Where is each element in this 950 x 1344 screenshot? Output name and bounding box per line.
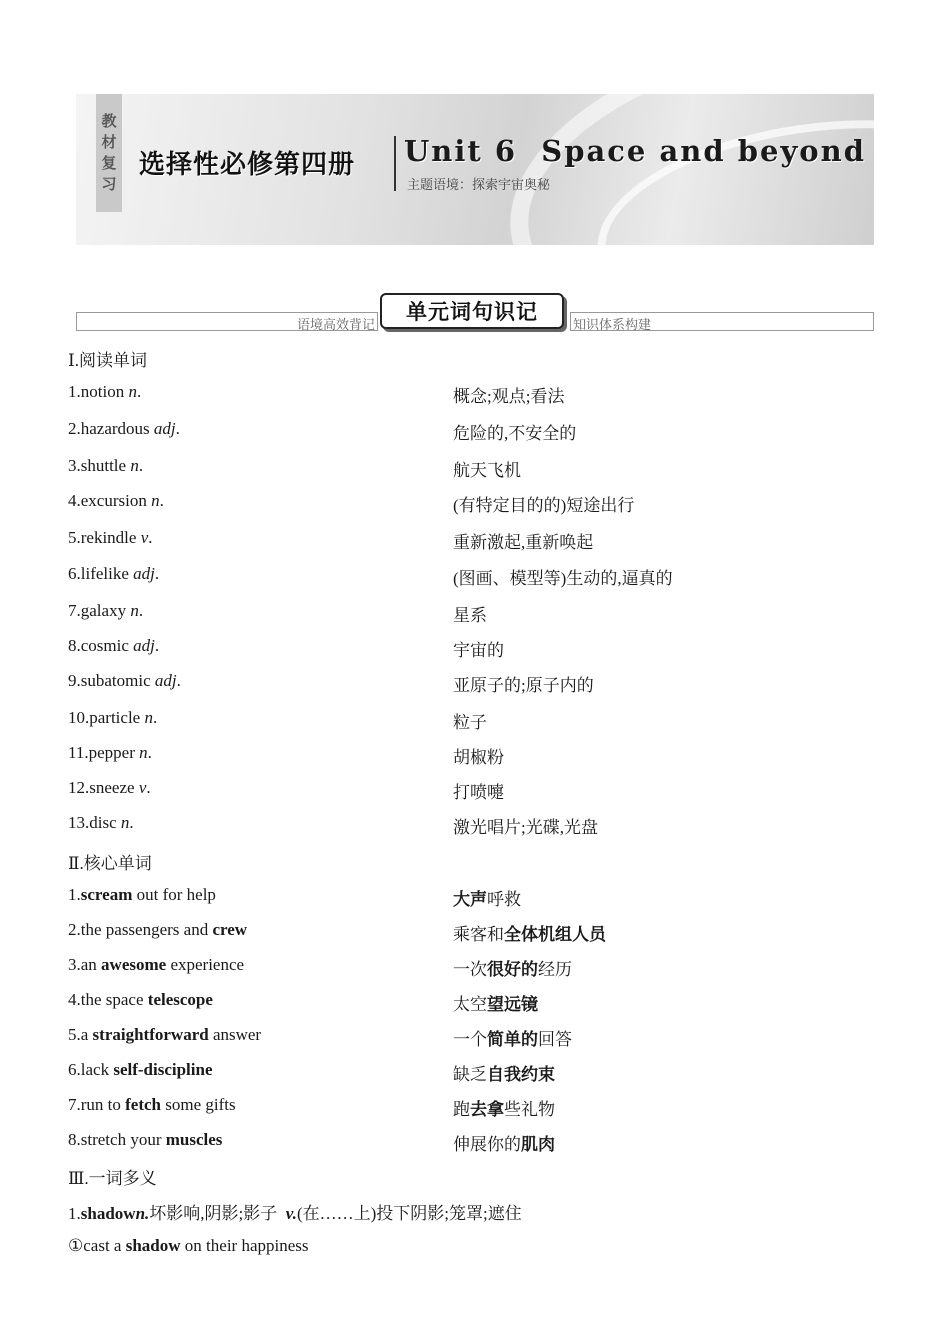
book-title: 选择性必修第四册 xyxy=(139,150,356,180)
part-of-speech: n xyxy=(130,456,139,475)
part-of-speech: n xyxy=(144,708,153,727)
part-of-speech: adj xyxy=(153,419,176,438)
key-meaning: 肌肉 xyxy=(521,1135,555,1154)
part-of-speech: n xyxy=(128,382,137,401)
key-word: awesome xyxy=(101,955,167,974)
vocab-word: particle xyxy=(89,708,141,727)
phrase-text: lack xyxy=(80,1060,114,1079)
vocab-term: 5.rekindle v. xyxy=(68,528,153,547)
phrase-text: stretch your xyxy=(80,1130,166,1149)
unit-banner xyxy=(76,94,874,245)
banner-divider xyxy=(394,136,396,191)
vocab-term: 13.disc n. xyxy=(68,813,134,832)
phrase-en xyxy=(68,920,247,940)
vocab-row xyxy=(0,456,950,480)
vocab-word: disc xyxy=(89,813,117,832)
phrase-text: run to xyxy=(80,1095,126,1114)
section-bar-right-label: 知识体系构建 xyxy=(573,318,652,333)
vocab-meaning: 打喷嚏 xyxy=(453,783,504,802)
vocab-row xyxy=(0,813,950,837)
vocab-word: excursion xyxy=(80,491,147,510)
item-number: 3. xyxy=(68,456,81,475)
example-text: cast a xyxy=(83,1236,126,1255)
phrase-cn-text: 太空 xyxy=(453,995,487,1014)
vocab-meaning: 危险的,不安全的 xyxy=(453,424,577,443)
key-word: shadow xyxy=(80,1204,136,1223)
phrase-en xyxy=(68,955,244,975)
vocab-row xyxy=(0,564,950,588)
item-number: 6. xyxy=(68,1060,81,1079)
key-meaning: 去拿 xyxy=(470,1100,504,1119)
vocab-row xyxy=(0,491,950,515)
vocab-word: cosmic xyxy=(80,636,129,655)
key-word: muscles xyxy=(165,1130,223,1149)
part-of-speech: n xyxy=(120,813,130,832)
phrase-cn xyxy=(453,1025,572,1050)
item-number: 7. xyxy=(68,1095,81,1114)
phrase-cn-text: 呼救 xyxy=(487,890,521,909)
key-word: straightforward xyxy=(92,1025,209,1044)
section-bar-left xyxy=(76,312,378,331)
vocab-term: 2.hazardous adj. xyxy=(68,419,180,438)
key-word: self-discipline xyxy=(113,1060,213,1079)
item-number: 10. xyxy=(68,708,90,727)
phrase-en xyxy=(68,990,213,1010)
item-number: 3. xyxy=(68,955,81,974)
item-number: 4. xyxy=(68,990,81,1009)
phrase-cn-text: 一个 xyxy=(453,1030,487,1049)
section-bar-left-label: 语境高效背记 xyxy=(296,318,375,333)
item-number: 1. xyxy=(68,1204,81,1223)
phrase-row xyxy=(0,1095,950,1119)
phrase-cn xyxy=(453,1060,555,1085)
part-of-speech: n xyxy=(151,491,160,510)
key-word: scream xyxy=(80,885,133,904)
phrase-row xyxy=(0,885,950,909)
polysemy-example xyxy=(68,1236,309,1256)
vocab-row xyxy=(0,671,950,695)
vocab-word: subatomic xyxy=(80,671,151,690)
phrase-cn-text: 跑 xyxy=(453,1100,470,1119)
phrase-cn-text: 一次 xyxy=(453,960,487,979)
phrase-text: some gifts xyxy=(161,1095,236,1114)
key-word: crew xyxy=(212,920,248,939)
part-of-speech: n xyxy=(130,601,139,620)
phrase-text: experience xyxy=(166,955,245,974)
vocab-meaning: 亚原子的;原子内的 xyxy=(453,676,594,695)
phrase-text: out for help xyxy=(132,885,216,904)
phrase-row xyxy=(0,1025,950,1049)
vocab-meaning: (图画、模型等)生动的,逼真的 xyxy=(453,569,673,588)
section-title-badge: 单元词句识记 xyxy=(380,293,564,329)
vocab-term: 11.pepper n. xyxy=(68,743,152,762)
theme-context: 主题语境：探索宇宙奥秘 xyxy=(407,178,551,193)
key-word: fetch xyxy=(125,1095,162,1114)
part-of-speech: n. xyxy=(135,1204,150,1223)
item-number: 1. xyxy=(68,885,81,904)
phrase-en xyxy=(68,1060,213,1080)
key-meaning: 望远镜 xyxy=(487,995,538,1014)
phrase-cn xyxy=(453,885,521,910)
vocab-word: sneeze xyxy=(89,778,135,797)
vocab-term: 10.particle n. xyxy=(68,708,158,727)
vocab-row xyxy=(0,636,950,660)
vocab-term: 3.shuttle n. xyxy=(68,456,144,475)
vocab-meaning: 重新激起,重新唤起 xyxy=(453,533,594,552)
item-number: 2. xyxy=(68,419,81,438)
vocab-word: pepper xyxy=(88,743,135,762)
vocab-row xyxy=(0,528,950,552)
phrase-text: a xyxy=(80,1025,93,1044)
part-of-speech: adj xyxy=(154,671,177,690)
phrase-en xyxy=(68,1130,222,1150)
phrase-row xyxy=(0,920,950,944)
item-number: 13. xyxy=(68,813,90,832)
phrase-cn-text: 些礼物 xyxy=(504,1100,555,1119)
vocab-term: 9.subatomic adj. xyxy=(68,671,181,690)
item-number: 5. xyxy=(68,528,81,547)
key-word: telescope xyxy=(147,990,213,1009)
phrase-cn xyxy=(453,955,572,980)
phrase-row xyxy=(0,1130,950,1154)
part-of-speech: adj xyxy=(133,636,155,655)
phrase-cn xyxy=(453,990,538,1015)
part-of-speech: v xyxy=(140,528,149,547)
section-bar xyxy=(76,291,874,335)
phrase-text: the passengers and xyxy=(80,920,213,939)
vocab-word: rekindle xyxy=(80,528,137,547)
item-number: 9. xyxy=(68,671,81,690)
phrase-text: answer xyxy=(208,1025,262,1044)
phrase-cn-text: 伸展你的 xyxy=(453,1135,521,1154)
side-tab-char: 材 xyxy=(101,133,117,151)
vocab-word: shuttle xyxy=(80,456,127,475)
item-number: 8. xyxy=(68,636,81,655)
item-number: 4. xyxy=(68,491,81,510)
vocab-meaning: 星系 xyxy=(453,606,487,625)
phrase-en xyxy=(68,885,216,905)
item-number: 12. xyxy=(68,778,90,797)
phrase-cn xyxy=(453,1130,555,1155)
definition: (在……上)投下阴影;笼罩;遮住 xyxy=(296,1204,522,1223)
section-bar-right xyxy=(570,312,874,331)
vocab-term: 12.sneeze v. xyxy=(68,778,151,797)
item-number: 7. xyxy=(68,601,81,620)
vocab-term: 7.galaxy n. xyxy=(68,601,144,620)
phrase-row xyxy=(0,955,950,979)
example-text: on their happiness xyxy=(180,1236,309,1255)
part-of-speech: v. xyxy=(285,1204,297,1223)
vocab-word: notion xyxy=(80,382,125,401)
polysemy-entry xyxy=(68,1199,522,1224)
side-tab-char: 习 xyxy=(101,175,117,193)
phrase-en xyxy=(68,1095,236,1115)
phrase-row xyxy=(0,990,950,1014)
side-tab-char: 复 xyxy=(101,154,117,172)
phrase-cn-text: 回答 xyxy=(538,1030,572,1049)
phrase-cn-text: 经历 xyxy=(538,960,572,979)
side-tab-char: 教 xyxy=(101,112,117,130)
key-meaning: 大声 xyxy=(453,890,487,909)
part-of-speech: adj xyxy=(133,564,155,583)
vocab-term: 6.lifelike adj. xyxy=(68,564,160,583)
vocab-word: galaxy xyxy=(80,601,127,620)
phrase-cn xyxy=(453,920,606,945)
vocab-row xyxy=(0,778,950,802)
unit-title: Unit 6 Space and beyond xyxy=(404,134,867,168)
vocab-row xyxy=(0,743,950,767)
vocab-meaning: 宇宙的 xyxy=(453,641,504,660)
vocab-meaning: 粒子 xyxy=(453,713,487,732)
vocab-row xyxy=(0,601,950,625)
part-of-speech: n xyxy=(139,743,148,762)
key-meaning: 简单的 xyxy=(487,1030,538,1049)
definition: 坏影响,阴影;影子 xyxy=(149,1204,278,1223)
item-number: 6. xyxy=(68,564,81,583)
section-heading-core-words: Ⅱ.核心单词 xyxy=(68,854,152,873)
side-tab xyxy=(96,94,122,212)
section-heading-polysemy: Ⅲ.一词多义 xyxy=(68,1169,157,1188)
item-number: 1. xyxy=(68,382,81,401)
key-meaning: 很好的 xyxy=(487,960,538,979)
phrase-cn-text: 乘客和 xyxy=(453,925,504,944)
key-word: shadow xyxy=(125,1236,181,1255)
example-marker: ① xyxy=(68,1236,84,1255)
phrase-text: an xyxy=(80,955,102,974)
phrase-cn xyxy=(453,1095,555,1120)
vocab-term: 8.cosmic adj. xyxy=(68,636,160,655)
vocab-term: 4.excursion n. xyxy=(68,491,164,510)
vocab-meaning: (有特定目的的)短途出行 xyxy=(453,496,635,515)
vocab-word: lifelike xyxy=(80,564,129,583)
item-number: 8. xyxy=(68,1130,81,1149)
vocab-row xyxy=(0,419,950,443)
item-number: 2. xyxy=(68,920,81,939)
vocab-word: hazardous xyxy=(80,419,150,438)
phrase-cn-text: 缺乏 xyxy=(453,1065,487,1084)
vocab-meaning: 胡椒粉 xyxy=(453,748,504,767)
vocab-term: 1.notion n. xyxy=(68,382,142,401)
part-of-speech: v xyxy=(138,778,147,797)
phrase-text: the space xyxy=(80,990,148,1009)
vocab-meaning: 航天飞机 xyxy=(453,461,521,480)
vocab-row xyxy=(0,708,950,732)
vocab-meaning: 激光唱片;光碟,光盘 xyxy=(453,818,598,837)
key-meaning: 全体机组人员 xyxy=(504,925,606,944)
phrase-row xyxy=(0,1060,950,1084)
phrase-en xyxy=(68,1025,261,1045)
key-meaning: 自我约束 xyxy=(487,1065,555,1084)
vocab-meaning: 概念;观点;看法 xyxy=(453,387,565,406)
vocab-row xyxy=(0,382,950,406)
item-number: 5. xyxy=(68,1025,81,1044)
section-heading-reading-words: Ⅰ.阅读单词 xyxy=(68,351,147,370)
item-number: 11. xyxy=(68,743,89,762)
